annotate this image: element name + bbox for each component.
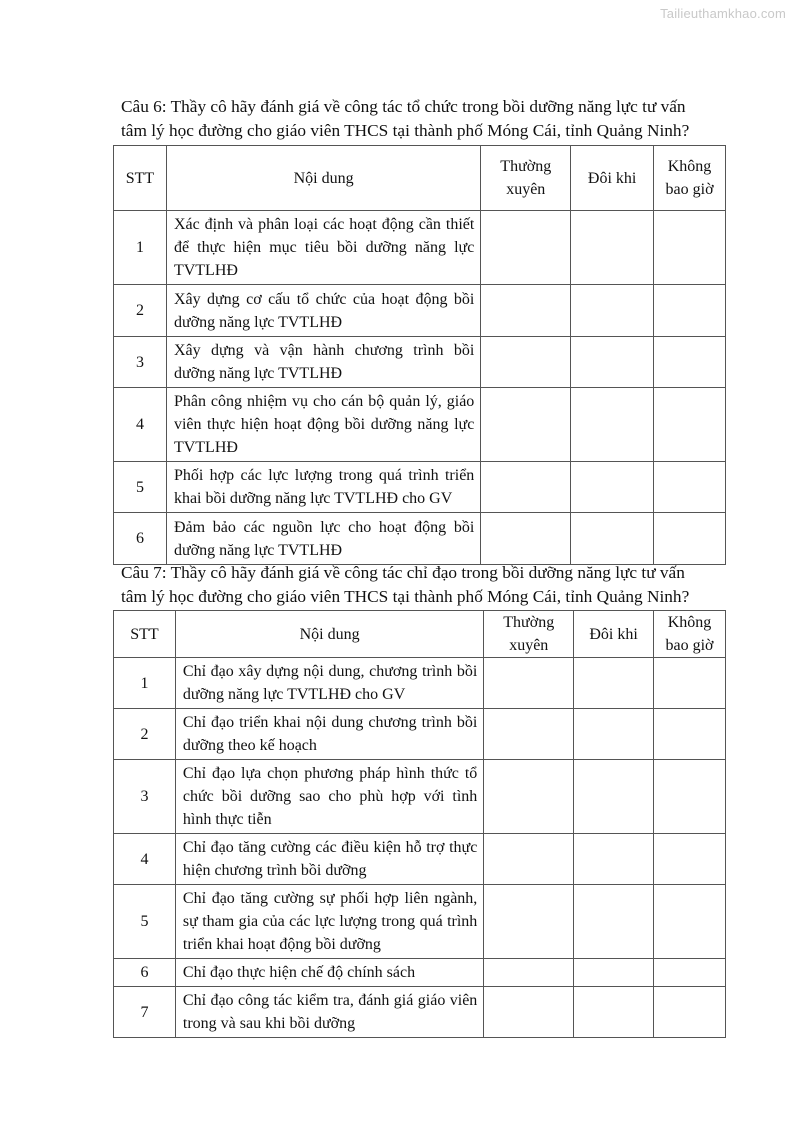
- header-stt: STT: [114, 611, 176, 658]
- row-stt: 2: [114, 285, 167, 337]
- header-sometimes: Đôi khi: [571, 146, 654, 211]
- row-stt: 5: [114, 885, 176, 959]
- answer-cell-sometimes[interactable]: [574, 959, 654, 987]
- row-stt: 5: [114, 462, 167, 513]
- table-row: [114, 709, 726, 760]
- answer-cell-never[interactable]: [654, 885, 726, 959]
- question-line: Câu 6: Thầy cô hãy đánh giá về công tác tổ chức trong bồi dưỡng năng lực tư vấn: [121, 97, 686, 116]
- table-row: [114, 834, 726, 885]
- answer-cell-often[interactable]: [481, 388, 571, 462]
- row-content: Xây dựng cơ cấu tổ chức của hoạt động bồi dưỡng năng lực TVTLHĐ: [166, 285, 480, 337]
- answer-cell-never[interactable]: [654, 709, 726, 760]
- row-stt: 6: [114, 513, 167, 565]
- answer-cell-never[interactable]: [654, 959, 726, 987]
- answer-cell-often[interactable]: [481, 462, 571, 513]
- watermark: Tailieuthamkhao.com: [660, 6, 786, 21]
- question-line: tâm lý học đường cho giáo viên THCS tại thành phố Móng Cái, tỉnh Quảng Ninh?: [121, 587, 690, 606]
- table-row: [114, 987, 726, 1038]
- answer-cell-sometimes[interactable]: [571, 337, 654, 388]
- row-stt: 7: [114, 987, 176, 1038]
- answer-cell-never[interactable]: [654, 834, 726, 885]
- row-content: Chỉ đạo công tác kiểm tra, đánh giá giáo viên trong và sau khi bồi dưỡng: [175, 987, 483, 1038]
- answer-cell-often[interactable]: [484, 658, 574, 709]
- question-7-text: [121, 561, 731, 609]
- row-content: Xác định và phân loại các hoạt động cần thiết để thực hiện mục tiêu bồi dưỡng năng lực TVTLHĐ: [166, 211, 480, 285]
- table-row: [114, 658, 726, 709]
- table-row: [114, 211, 726, 285]
- answer-cell-sometimes[interactable]: [574, 987, 654, 1038]
- answer-cell-often[interactable]: [484, 834, 574, 885]
- row-stt: 4: [114, 834, 176, 885]
- question-7-table: [113, 610, 726, 1038]
- answer-cell-sometimes[interactable]: [571, 388, 654, 462]
- table-row: [114, 462, 726, 513]
- row-stt: 4: [114, 388, 167, 462]
- answer-cell-never[interactable]: [654, 211, 726, 285]
- row-stt: 3: [114, 337, 167, 388]
- answer-cell-never[interactable]: [654, 513, 726, 565]
- answer-cell-often[interactable]: [484, 760, 574, 834]
- answer-cell-sometimes[interactable]: [571, 513, 654, 565]
- answer-cell-never[interactable]: [654, 658, 726, 709]
- answer-cell-never[interactable]: [654, 760, 726, 834]
- answer-cell-often[interactable]: [481, 337, 571, 388]
- header-sometimes: Đôi khi: [574, 611, 654, 658]
- row-stt: 6: [114, 959, 176, 987]
- question-line: tâm lý học đường cho giáo viên THCS tại thành phố Móng Cái, tỉnh Quảng Ninh?: [121, 121, 690, 140]
- table-row: [114, 388, 726, 462]
- answer-cell-sometimes[interactable]: [574, 760, 654, 834]
- answer-cell-often[interactable]: [484, 709, 574, 760]
- answer-cell-often[interactable]: [481, 285, 571, 337]
- answer-cell-sometimes[interactable]: [574, 658, 654, 709]
- answer-cell-sometimes[interactable]: [574, 834, 654, 885]
- row-stt: 1: [114, 211, 167, 285]
- row-stt: 2: [114, 709, 176, 760]
- header-never: Không bao giờ: [654, 146, 726, 211]
- table-header-row: [114, 146, 726, 211]
- header-often: Thường xuyên: [481, 146, 571, 211]
- row-content: Chỉ đạo tăng cường các điều kiện hỗ trợ thực hiện chương trình bồi dưỡng: [175, 834, 483, 885]
- table-row: [114, 959, 726, 987]
- answer-cell-never[interactable]: [654, 337, 726, 388]
- header-never: Không bao giờ: [654, 611, 726, 658]
- header-content: Nội dung: [175, 611, 483, 658]
- row-content: Chỉ đạo lựa chọn phương pháp hình thức tổ chức bồi dưỡng sao cho phù hợp với tình hình thực tiễn: [175, 760, 483, 834]
- row-stt: 3: [114, 760, 176, 834]
- table-row: [114, 285, 726, 337]
- row-stt: 1: [114, 658, 176, 709]
- header-stt: STT: [114, 146, 167, 211]
- table-row: [114, 337, 726, 388]
- answer-cell-often[interactable]: [484, 959, 574, 987]
- answer-cell-often[interactable]: [481, 513, 571, 565]
- table-row: [114, 885, 726, 959]
- answer-cell-often[interactable]: [484, 885, 574, 959]
- table-header-row: [114, 611, 726, 658]
- answer-cell-sometimes[interactable]: [571, 462, 654, 513]
- answer-cell-sometimes[interactable]: [571, 285, 654, 337]
- row-content: Phối hợp các lực lượng trong quá trình triển khai bồi dưỡng năng lực TVTLHĐ cho GV: [166, 462, 480, 513]
- question-6-text: [121, 95, 731, 143]
- answer-cell-never[interactable]: [654, 462, 726, 513]
- row-content: Phân công nhiệm vụ cho cán bộ quản lý, giáo viên thực hiện hoạt động bồi dưỡng năng lực TVTLHĐ: [166, 388, 480, 462]
- header-content: Nội dung: [166, 146, 480, 211]
- row-content: Chỉ đạo thực hiện chế độ chính sách: [175, 959, 483, 987]
- row-content: Chỉ đạo triển khai nội dung chương trình bồi dưỡng theo kế hoạch: [175, 709, 483, 760]
- row-content: Đảm bảo các nguồn lực cho hoạt động bồi dưỡng năng lực TVTLHĐ: [166, 513, 480, 565]
- question-line: Câu 7: Thầy cô hãy đánh giá về công tác chỉ đạo trong bồi dưỡng năng lực tư vấn: [121, 563, 685, 582]
- row-content: Chỉ đạo xây dựng nội dung, chương trình bồi dưỡng năng lực TVTLHĐ cho GV: [175, 658, 483, 709]
- answer-cell-often[interactable]: [484, 987, 574, 1038]
- table-row: [114, 760, 726, 834]
- row-content: Xây dựng và vận hành chương trình bồi dưỡng năng lực TVTLHĐ: [166, 337, 480, 388]
- answer-cell-sometimes[interactable]: [574, 709, 654, 760]
- table-row: [114, 513, 726, 565]
- answer-cell-never[interactable]: [654, 285, 726, 337]
- header-often: Thường xuyên: [484, 611, 574, 658]
- answer-cell-often[interactable]: [481, 211, 571, 285]
- answer-cell-never[interactable]: [654, 388, 726, 462]
- answer-cell-sometimes[interactable]: [574, 885, 654, 959]
- row-content: Chỉ đạo tăng cường sự phối hợp liên ngành, sự tham gia của các lực lượng trong quá trình triển khai hoạt động bồi dưỡng: [175, 885, 483, 959]
- answer-cell-sometimes[interactable]: [571, 211, 654, 285]
- answer-cell-never[interactable]: [654, 987, 726, 1038]
- question-6-table: [113, 145, 726, 565]
